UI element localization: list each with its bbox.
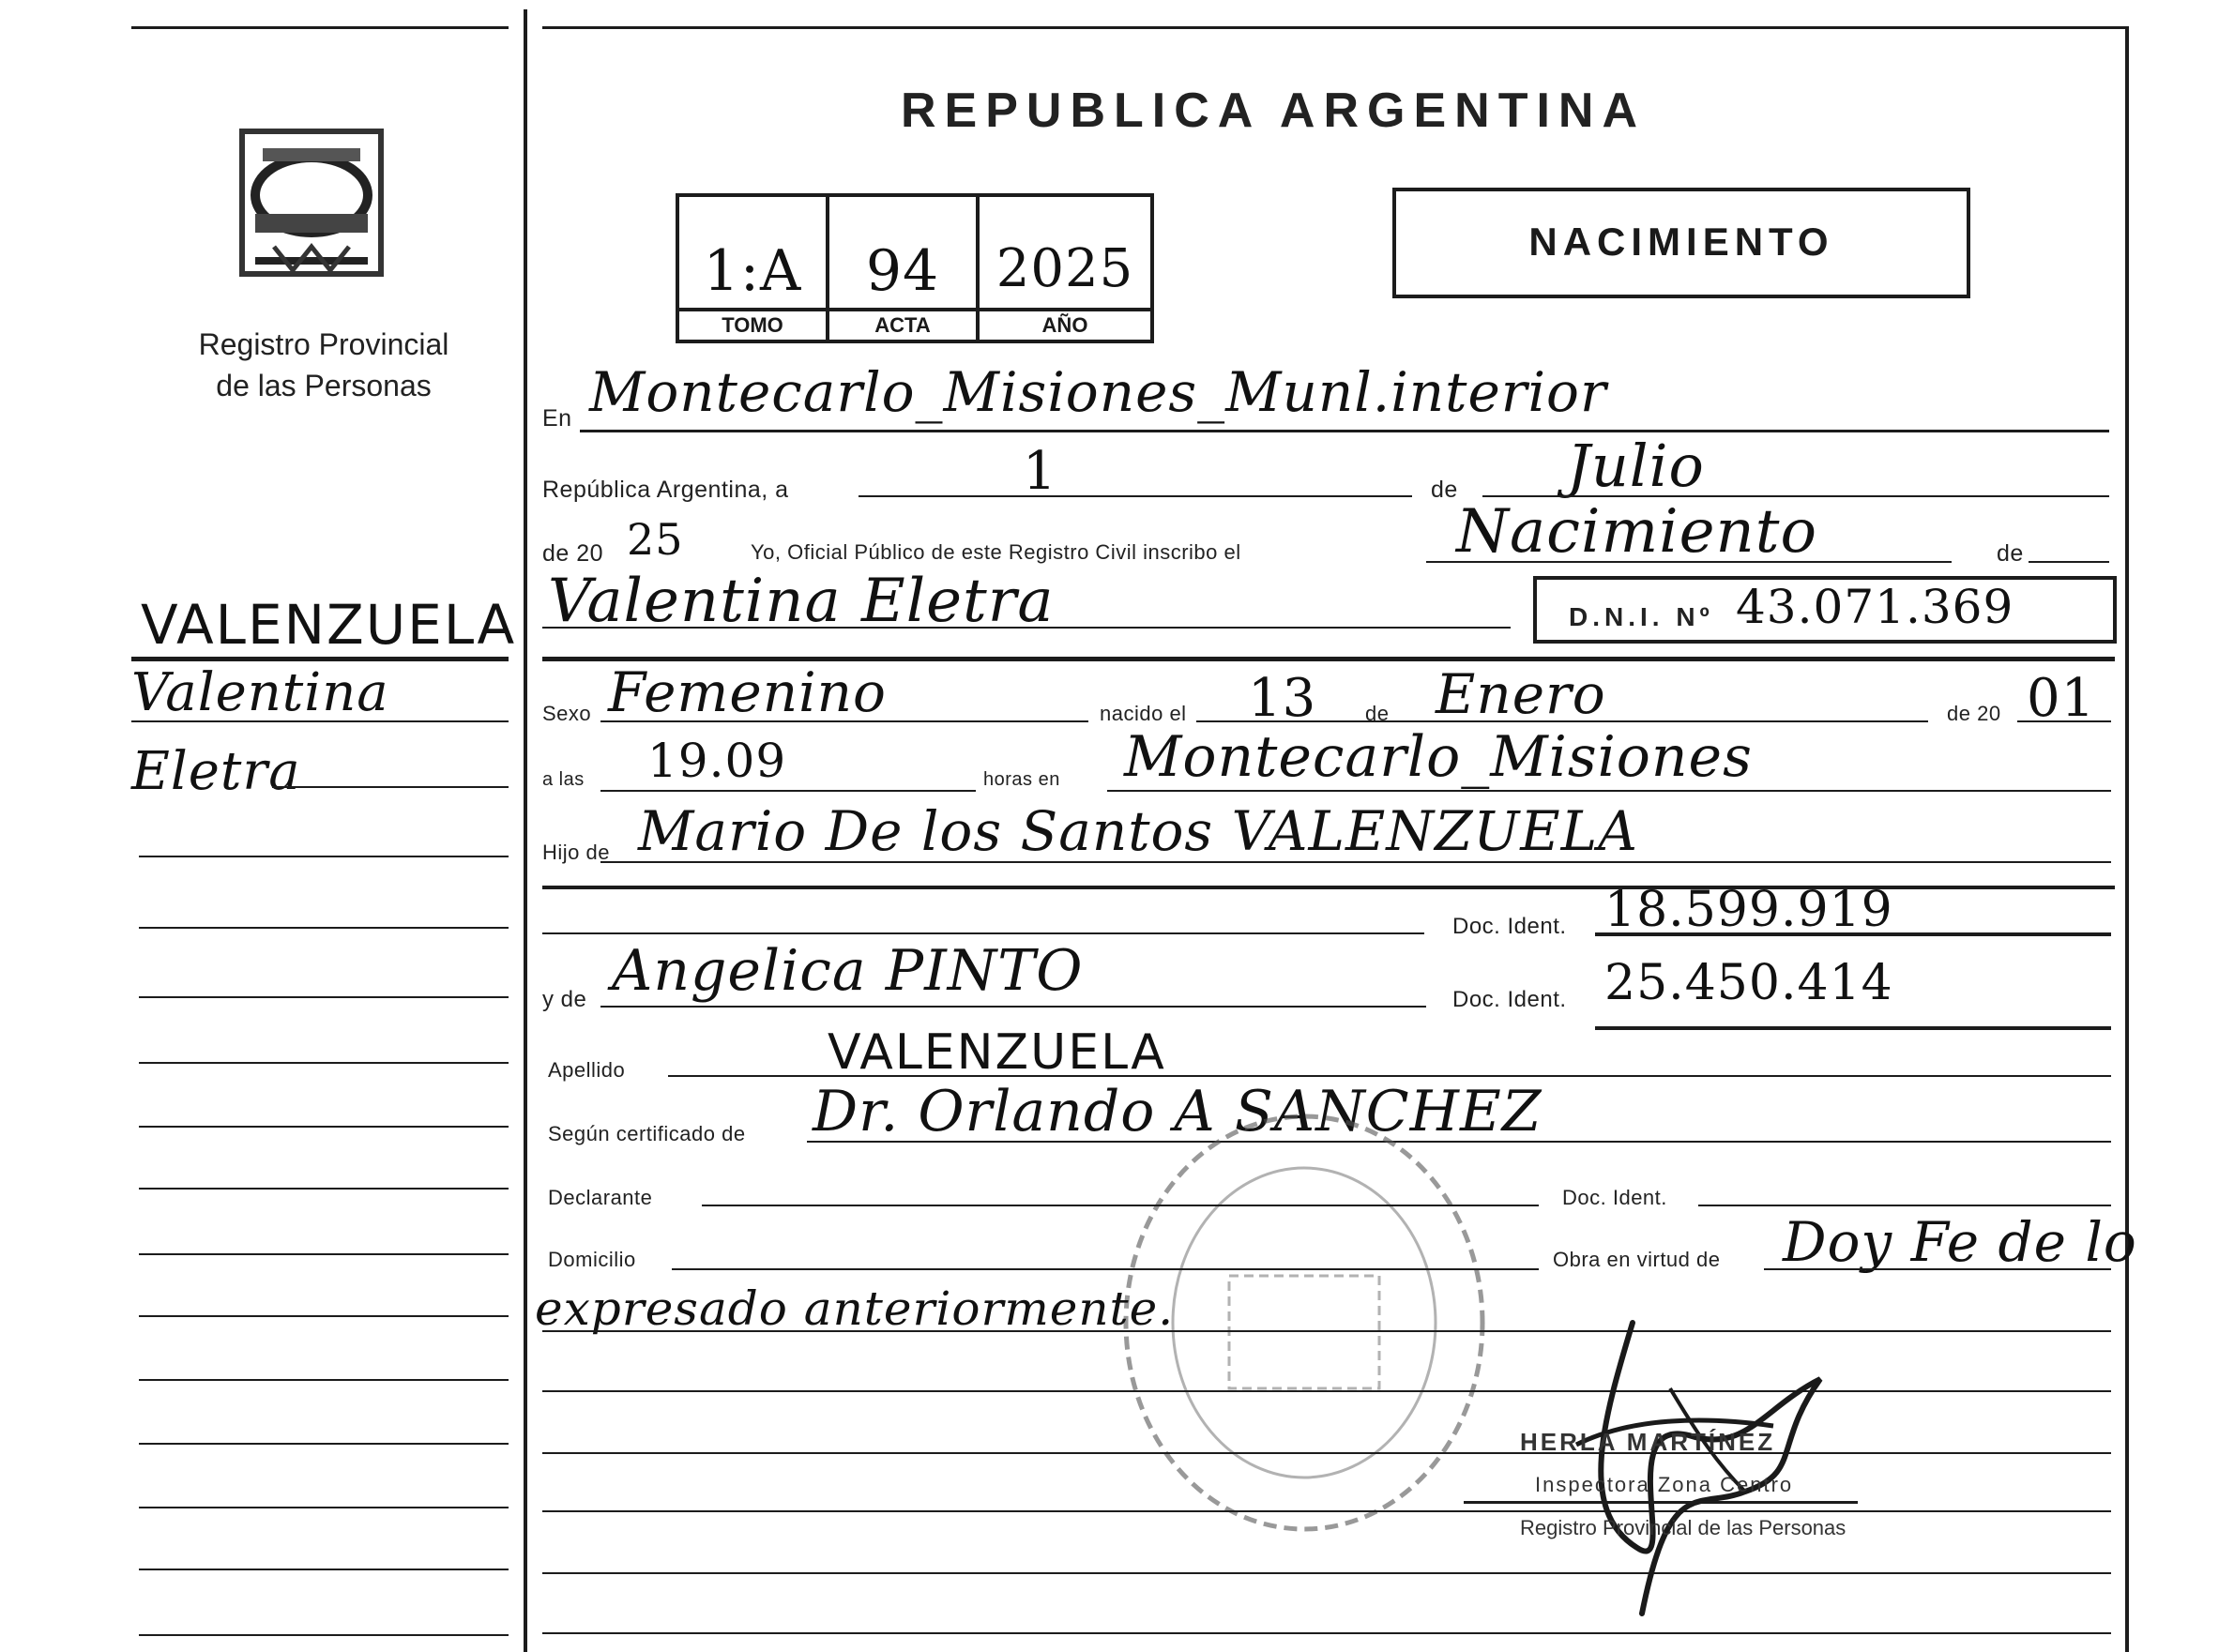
top-rule-left	[131, 26, 509, 29]
dni-box	[1533, 576, 2117, 644]
form-line	[542, 627, 1511, 629]
margin-line	[139, 1634, 509, 1636]
signature-rule	[1464, 1501, 1858, 1504]
en-value: Montecarlo_Misiones_Munl.interior	[589, 360, 1607, 424]
father-doc-value: 18.599.919	[1604, 882, 1893, 938]
margin-line	[131, 720, 509, 722]
right-page-border	[2125, 26, 2129, 1652]
ano-value: 2025	[995, 238, 1134, 299]
hora-value: 19.09	[647, 734, 787, 788]
child-name-value: Valentina Eletra	[548, 567, 1055, 636]
acta-label: ACTA	[829, 308, 976, 338]
domicilio-value: expresado anteriormente.	[535, 1281, 1175, 1336]
form-line	[1595, 932, 2111, 936]
margin-surname: VALENZUELA	[141, 593, 517, 657]
republica-label: República Argentina, a	[542, 477, 789, 503]
sexo-label: Sexo	[542, 702, 592, 725]
dni-value: 43.071.369	[1736, 580, 2014, 634]
margin-line	[131, 657, 509, 661]
de2-label: de	[1997, 540, 2024, 567]
ano-box	[976, 193, 1154, 343]
record-type: NACIMIENTO	[1528, 220, 1834, 264]
form-line	[1764, 1268, 2111, 1270]
form-line	[600, 720, 1088, 722]
form-line	[542, 1632, 2111, 1634]
signature-line-1: HERLA MARTÍNEZ	[1520, 1428, 1776, 1456]
form-line	[600, 861, 2111, 863]
registry-logo	[236, 120, 387, 289]
form-line	[1698, 1205, 2111, 1206]
top-rule-right	[542, 26, 2128, 29]
form-line	[1196, 720, 1928, 722]
officer-label: Yo, Oficial Público de este Registro Civil inscribo el	[751, 540, 1241, 564]
form-line	[542, 932, 1424, 934]
mother-doc-label-text: Doc. Ident.	[1452, 987, 1567, 1012]
apellido-label: Apellido	[548, 1058, 626, 1082]
margin-line	[139, 996, 509, 998]
act-value: Nacimiento	[1456, 497, 1817, 567]
hijo-label: Hijo de	[542, 841, 610, 864]
certificado-value: Dr. Orlando A SANCHEZ	[813, 1079, 1543, 1144]
margin-line	[272, 786, 509, 788]
lugar-value: Montecarlo_Misiones	[1124, 724, 1753, 790]
doc-ident-label: Doc. Ident.	[1562, 1186, 1667, 1209]
margin-line	[139, 1188, 509, 1190]
father-doc-label: Doc. Ident.	[1452, 914, 1567, 939]
form-line	[600, 790, 976, 792]
record-type-box	[1392, 188, 1970, 298]
margin-line	[139, 1253, 509, 1255]
acta-box	[826, 193, 980, 343]
mother-value: Angelica PINTO	[612, 938, 1084, 1004]
signature-line-2: Inspectora Zona Centro	[1535, 1473, 1794, 1496]
certificado-label: Según certificado de	[548, 1122, 746, 1145]
tomo-label: TOMO	[679, 308, 826, 338]
de3-label: de	[1365, 702, 1390, 725]
domicilio-label: Domicilio	[548, 1248, 636, 1271]
de-label: de	[1431, 477, 1458, 503]
margin-middle-name: Eletra	[131, 741, 301, 802]
day-value: 1	[1023, 441, 1057, 502]
ano-label: AÑO	[980, 308, 1150, 338]
signature	[1464, 1304, 1914, 1632]
country-title: REPUBLICA ARGENTINA	[901, 83, 1647, 138]
margin-line	[139, 1062, 509, 1064]
left-margin-divider	[524, 9, 527, 1652]
year-label: de 20	[542, 540, 604, 567]
signature-line-3: Registro Provincial de las Personas	[1520, 1516, 1846, 1539]
margin-line	[139, 1379, 509, 1381]
obra-label: Obra en virtud de	[1553, 1248, 1721, 1271]
margin-line	[139, 1569, 509, 1570]
form-line	[859, 495, 1412, 497]
tomo-value: 1:A	[703, 238, 802, 304]
birth-day-value: 13	[1248, 668, 1317, 729]
lugar-label: horas en	[983, 769, 1060, 790]
margin-line	[139, 1126, 509, 1128]
tomo-box	[676, 193, 829, 343]
mother-doc-value: 25.450.414	[1604, 955, 1893, 1011]
margin-line	[139, 1443, 509, 1445]
form-line	[668, 1075, 2111, 1077]
form-line	[600, 1006, 1426, 1008]
margin-first-name: Valentina	[131, 662, 389, 723]
month-value: Julio	[1567, 432, 1705, 500]
form-line	[702, 1205, 1539, 1206]
birth-year-label: de 20	[1947, 702, 2001, 725]
form-line	[1426, 561, 1952, 563]
birth-month-value: Enero	[1436, 662, 1606, 726]
birth-year-value: 01	[2027, 668, 2096, 729]
obra-value: Doy Fe de lo	[1783, 1210, 2137, 1274]
form-line	[672, 1268, 1539, 1270]
mother-label: y de	[542, 987, 587, 1012]
form-line	[1107, 790, 2111, 792]
acta-value: 94	[865, 238, 940, 304]
form-line	[580, 430, 2109, 432]
form-line	[2029, 561, 2109, 563]
form-line	[2017, 720, 2111, 722]
margin-line	[139, 1315, 509, 1317]
form-line	[1595, 1026, 2111, 1030]
sexo-value: Femenino	[608, 660, 887, 724]
hora-label: a las	[542, 769, 585, 790]
declarante-label: Declarante	[548, 1186, 653, 1209]
year-value: 25	[627, 514, 684, 565]
en-label: En	[542, 405, 572, 432]
nacido-label: nacido el	[1100, 702, 1187, 725]
margin-line	[139, 856, 509, 857]
margin-line	[139, 927, 509, 929]
margin-line	[139, 1507, 509, 1508]
father-value: Mario De los Santos VALENZUELA	[638, 799, 1638, 863]
registry-name: Registro Provincial de las Personas	[198, 327, 449, 402]
apellido-value: VALENZUELA	[828, 1024, 1166, 1081]
dni-label: D.N.I. Nº	[1569, 602, 1714, 631]
